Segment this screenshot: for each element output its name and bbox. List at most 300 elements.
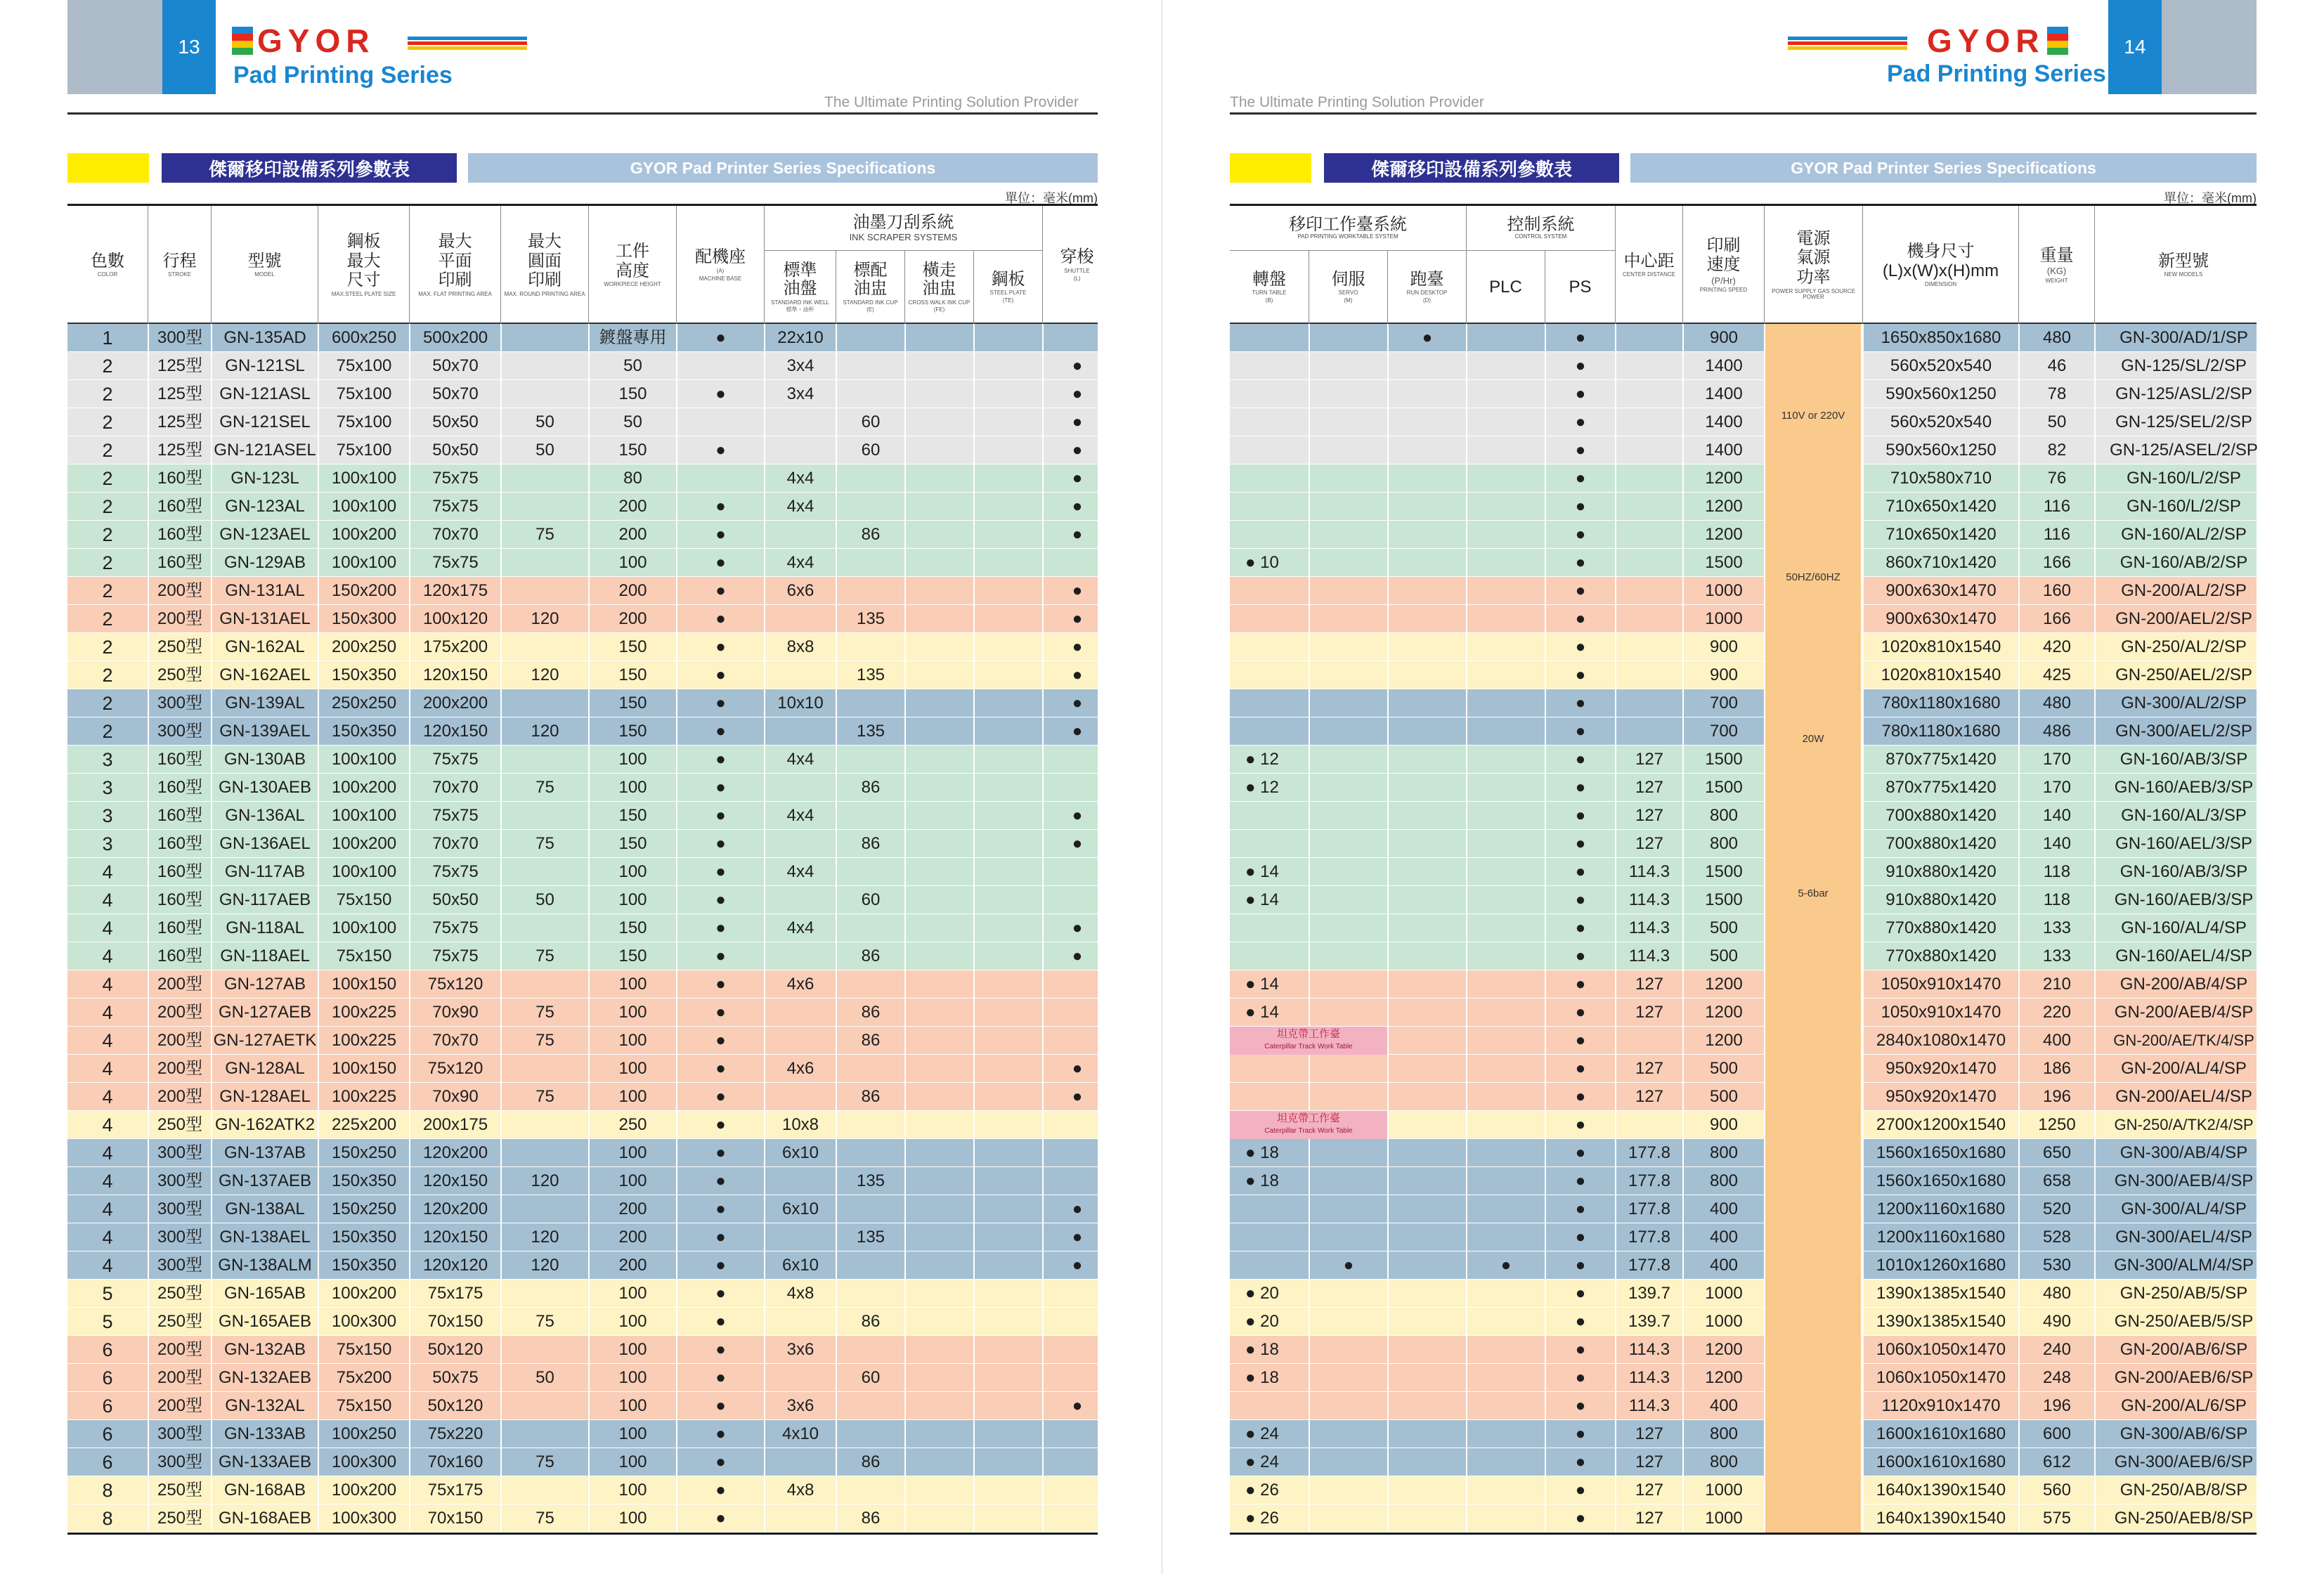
cell-turn: ● 14 bbox=[1245, 890, 1279, 909]
cell-round bbox=[500, 633, 588, 661]
cell-run bbox=[1387, 1392, 1466, 1420]
cell-center: 114.3 bbox=[1615, 942, 1682, 970]
cell-cross bbox=[904, 1476, 973, 1504]
cell-center bbox=[1615, 605, 1682, 633]
cell-shuttle: ● bbox=[1042, 1083, 1111, 1111]
cell-base: ● bbox=[676, 886, 764, 914]
cell-base: ● bbox=[676, 1055, 764, 1083]
cell-std: 6x10 bbox=[764, 1195, 836, 1223]
cell-stroke: 300型 bbox=[148, 1420, 211, 1448]
cell-speed: 1500 bbox=[1682, 549, 1764, 577]
cell-weight: 486 bbox=[2018, 717, 2094, 746]
cell-plate: 100x225 bbox=[318, 999, 409, 1027]
cell-newm: GN-160/AEL/4/SP bbox=[2094, 942, 2272, 970]
cell-model: GN-138ALM bbox=[211, 1251, 318, 1280]
cell-height: 100 bbox=[588, 886, 676, 914]
cell-newm: GN-200/AE/TK/4/SP bbox=[2094, 1027, 2272, 1055]
header-cross-walk-cup-en: CROSS WALK INK CUP bbox=[908, 299, 971, 306]
cell-servo: ● bbox=[1309, 1251, 1387, 1280]
cell-model: GN-133AB bbox=[211, 1420, 318, 1448]
cell-steel bbox=[973, 1448, 1042, 1476]
cell-weight: 480 bbox=[2018, 324, 2094, 352]
cell-run bbox=[1387, 1223, 1466, 1251]
cell-ps: ● bbox=[1545, 521, 1615, 549]
cell-plate: 150x350 bbox=[318, 661, 409, 689]
cell-turn: ● 20 bbox=[1245, 1312, 1279, 1331]
cell-model: GN-137AEB bbox=[211, 1167, 318, 1195]
cell-model: GN-136AEL bbox=[211, 830, 318, 858]
cell-stroke: 160型 bbox=[148, 521, 211, 549]
cell-steel bbox=[973, 1280, 1042, 1308]
table-row bbox=[67, 324, 1098, 352]
cell-round bbox=[500, 324, 588, 352]
cell-cross bbox=[904, 352, 973, 380]
cell-weight: 118 bbox=[2018, 858, 2094, 886]
cell-cross bbox=[904, 661, 973, 689]
cell-shuttle: ● bbox=[1042, 1223, 1111, 1251]
cell-plc bbox=[1466, 914, 1545, 942]
cell-weight: 400 bbox=[2018, 1027, 2094, 1055]
cell-newm: GN-250/AB/5/SP bbox=[2094, 1280, 2272, 1308]
cell-center bbox=[1615, 436, 1682, 464]
cell-shuttle: ● bbox=[1042, 1195, 1111, 1223]
table-row bbox=[1230, 1308, 2257, 1336]
cell-servo bbox=[1309, 942, 1387, 970]
cell-shuttle bbox=[1042, 1476, 1111, 1504]
header-center-distance-en: CENTER DISTANCE bbox=[1623, 271, 1675, 278]
table-row bbox=[67, 1336, 1098, 1364]
cell-steel bbox=[973, 1420, 1042, 1448]
cell-shuttle: ● bbox=[1042, 661, 1111, 689]
cell-plate: 200x250 bbox=[318, 633, 409, 661]
cell-ps: ● bbox=[1545, 1055, 1615, 1083]
cell-dim: 590x560x1250 bbox=[1862, 436, 2018, 464]
cell-turn: ● 18 bbox=[1245, 1368, 1279, 1387]
header-standard-ink-cup-zh-text: 標配 bbox=[853, 260, 888, 280]
cell-cup: 86 bbox=[836, 1027, 904, 1055]
cell-cup bbox=[836, 1195, 904, 1223]
cell-round bbox=[500, 802, 588, 830]
cell-plc bbox=[1466, 802, 1545, 830]
cell-model: GN-132AEB bbox=[211, 1364, 318, 1392]
header-dimension-en: DIMENSION bbox=[1924, 281, 1957, 288]
cell-steel bbox=[973, 352, 1042, 380]
cell-std bbox=[764, 1308, 836, 1336]
cell-speed: 800 bbox=[1682, 1448, 1764, 1476]
cell-std: 4x4 bbox=[764, 858, 836, 886]
cell-model: GN-168AEB bbox=[211, 1504, 318, 1533]
cell-height: 50 bbox=[588, 352, 676, 380]
table-row bbox=[67, 1476, 1098, 1504]
header-shuttle-sub: (L) bbox=[1073, 275, 1081, 282]
cell-center bbox=[1615, 380, 1682, 408]
cell-steel bbox=[973, 605, 1042, 633]
cell-plate: 100x225 bbox=[318, 1027, 409, 1055]
header-weight-zh-text: 重量 bbox=[2039, 245, 2074, 265]
cell-ps: ● bbox=[1545, 1364, 1615, 1392]
cell-plc bbox=[1466, 689, 1545, 717]
header-flat-area-en: MAX. FLAT PRINTING AREA bbox=[418, 290, 492, 297]
cell-cross bbox=[904, 802, 973, 830]
header-flat-area-zh-text: 印刷 bbox=[438, 271, 472, 290]
cell-round bbox=[500, 1476, 588, 1504]
cell-round bbox=[500, 493, 588, 521]
cell-speed: 1400 bbox=[1682, 380, 1764, 408]
cell-shuttle: ● bbox=[1042, 914, 1111, 942]
cell-plc bbox=[1466, 577, 1545, 605]
cell-std: 4x6 bbox=[764, 970, 836, 999]
cell-std: 4x8 bbox=[764, 1280, 836, 1308]
logo-stripes bbox=[408, 37, 527, 52]
cell-plc bbox=[1466, 1111, 1545, 1139]
cell-std bbox=[764, 942, 836, 970]
title-accent bbox=[1230, 153, 1311, 183]
table-row bbox=[67, 942, 1098, 970]
cell-height: 100 bbox=[588, 1504, 676, 1533]
cell-newm: GN-200/AEL/4/SP bbox=[2094, 1083, 2272, 1111]
cell-servo bbox=[1309, 746, 1387, 774]
cell-ps: ● bbox=[1545, 493, 1615, 521]
cell-std bbox=[764, 408, 836, 436]
table-row bbox=[67, 521, 1098, 549]
cell-cross bbox=[904, 1420, 973, 1448]
cell-run bbox=[1387, 521, 1466, 549]
cell-std: 10x8 bbox=[764, 1111, 836, 1139]
cell-plate: 100x100 bbox=[318, 914, 409, 942]
cell-steel bbox=[973, 746, 1042, 774]
cell-ps: ● bbox=[1545, 1111, 1615, 1139]
cell-model: GN-165AEB bbox=[211, 1308, 318, 1336]
table-row bbox=[67, 1195, 1098, 1223]
cell-newm: GN-125/SL/2/SP bbox=[2094, 352, 2272, 380]
cell-speed: 1200 bbox=[1682, 493, 1764, 521]
cell-shuttle: ● bbox=[1042, 493, 1111, 521]
cell-cross bbox=[904, 858, 973, 886]
track-label-en: Caterpillar Track Work Table bbox=[1264, 1127, 1353, 1135]
cell-newm: GN-125/SEL/2/SP bbox=[2094, 408, 2272, 436]
cell-plate: 100x200 bbox=[318, 1476, 409, 1504]
cell-steel bbox=[973, 633, 1042, 661]
cell-stroke: 200型 bbox=[148, 1027, 211, 1055]
cell-stroke: 200型 bbox=[148, 1392, 211, 1420]
cell-plc bbox=[1466, 970, 1545, 999]
cell-std: 22x10 bbox=[764, 324, 836, 352]
cell-speed: 400 bbox=[1682, 1223, 1764, 1251]
cell-colors: 2 bbox=[102, 693, 113, 714]
cell-speed: 800 bbox=[1682, 802, 1764, 830]
table-row bbox=[1230, 464, 2257, 493]
cell-dim: 1390x1385x1540 bbox=[1862, 1308, 2018, 1336]
table-row bbox=[1230, 914, 2257, 942]
cell-base: ● bbox=[676, 1280, 764, 1308]
cell-steel bbox=[973, 858, 1042, 886]
cell-servo bbox=[1309, 1476, 1387, 1504]
cell-servo bbox=[1309, 689, 1387, 717]
header-turn-table-en: TURN TABLE bbox=[1252, 290, 1287, 297]
cell-colors: 2 bbox=[102, 468, 113, 489]
cell-dim: 900x630x1470 bbox=[1862, 605, 2018, 633]
cell-weight: 133 bbox=[2018, 914, 2094, 942]
cell-plc bbox=[1466, 1223, 1545, 1251]
cell-cross bbox=[904, 970, 973, 999]
header-steel-plate-zh-text: 鋼板 bbox=[991, 270, 1025, 289]
cell-speed: 1500 bbox=[1682, 774, 1764, 802]
cell-cup bbox=[836, 689, 904, 717]
cell-cross bbox=[904, 774, 973, 802]
cell-std: 4x4 bbox=[764, 746, 836, 774]
cell-run bbox=[1387, 633, 1466, 661]
cell-cup bbox=[836, 1055, 904, 1083]
cell-round: 75 bbox=[500, 1448, 588, 1476]
cell-center: 177.8 bbox=[1615, 1223, 1682, 1251]
cell-dim: 1390x1385x1540 bbox=[1862, 1280, 2018, 1308]
cell-shuttle bbox=[1042, 1364, 1111, 1392]
cell-run bbox=[1387, 830, 1466, 858]
cell-base: ● bbox=[676, 689, 764, 717]
header-weight-sub: (KG) bbox=[2046, 266, 2067, 277]
cell-plc bbox=[1466, 324, 1545, 352]
cell-plc bbox=[1466, 549, 1545, 577]
cell-shuttle: ● bbox=[1042, 605, 1111, 633]
cell-stroke: 125型 bbox=[148, 408, 211, 436]
cell-ps: ● bbox=[1545, 464, 1615, 493]
cell-flat: 75x75 bbox=[409, 942, 500, 970]
header-flat-area-zh-text: 最大 bbox=[438, 232, 472, 252]
table-row bbox=[1230, 1083, 2257, 1111]
cell-flat: 50x120 bbox=[409, 1392, 500, 1420]
cell-stroke: 250型 bbox=[148, 1280, 211, 1308]
cell-newm: GN-160/AL/3/SP bbox=[2094, 802, 2272, 830]
cell-ps: ● bbox=[1545, 1167, 1615, 1195]
cell-weight: 78 bbox=[2018, 380, 2094, 408]
header-new-models-en: NEW MODELS bbox=[2164, 271, 2203, 278]
table-row bbox=[1230, 1476, 2257, 1504]
cell-cross bbox=[904, 999, 973, 1027]
cell-model: GN-128AEL bbox=[211, 1083, 318, 1111]
cell-std: 6x6 bbox=[764, 577, 836, 605]
cell-flat: 75x75 bbox=[409, 802, 500, 830]
cell-plc bbox=[1466, 380, 1545, 408]
cell-newm: GN-125/ASL/2/SP bbox=[2094, 380, 2272, 408]
cell-shuttle: ● bbox=[1042, 521, 1111, 549]
cell-cup bbox=[836, 746, 904, 774]
cell-steel bbox=[973, 380, 1042, 408]
cell-servo bbox=[1309, 1195, 1387, 1223]
cell-flat: 75x175 bbox=[409, 1280, 500, 1308]
cell-center bbox=[1615, 464, 1682, 493]
cell-dim: 910x880x1420 bbox=[1862, 858, 2018, 886]
cell-height: 150 bbox=[588, 830, 676, 858]
cell-colors: 1 bbox=[102, 327, 113, 349]
right-page bbox=[1162, 0, 2324, 1574]
cell-stroke: 300型 bbox=[148, 1167, 211, 1195]
power-column bbox=[1764, 324, 1862, 1533]
cell-round: 120 bbox=[500, 605, 588, 633]
cell-center: 127 bbox=[1615, 970, 1682, 999]
cell-speed: 1200 bbox=[1682, 1027, 1764, 1055]
cell-round: 120 bbox=[500, 717, 588, 746]
cell-cross bbox=[904, 1364, 973, 1392]
cell-cross bbox=[904, 521, 973, 549]
cell-stroke: 160型 bbox=[148, 830, 211, 858]
cell-steel bbox=[973, 493, 1042, 521]
cell-dim: 710x650x1420 bbox=[1862, 521, 2018, 549]
cell-servo bbox=[1309, 1308, 1387, 1336]
cell-center: 127 bbox=[1615, 1448, 1682, 1476]
cell-turn: ● 26 bbox=[1245, 1509, 1279, 1528]
cell-plate: 100x250 bbox=[318, 1420, 409, 1448]
cell-center bbox=[1615, 549, 1682, 577]
cell-turn bbox=[1230, 1251, 1309, 1280]
cell-ps: ● bbox=[1545, 1308, 1615, 1336]
cell-height: 80 bbox=[588, 464, 676, 493]
cell-model: GN-138AEL bbox=[211, 1223, 318, 1251]
logo-mark-icon bbox=[2047, 27, 2068, 55]
cell-weight: 118 bbox=[2018, 886, 2094, 914]
cell-flat: 70x70 bbox=[409, 1027, 500, 1055]
header-workpiece-height bbox=[588, 206, 676, 324]
cell-speed: 1200 bbox=[1682, 1364, 1764, 1392]
cell-ps: ● bbox=[1545, 408, 1615, 436]
header-standard-ink-well-zh-text: 標準 bbox=[783, 260, 817, 280]
table-row bbox=[1230, 774, 2257, 802]
cell-plate: 100x200 bbox=[318, 830, 409, 858]
header-ink-scraper-group bbox=[764, 206, 1042, 251]
cell-stroke: 300型 bbox=[148, 689, 211, 717]
cell-flat: 500x200 bbox=[409, 324, 500, 352]
cell-dim: 1640x1390x1540 bbox=[1862, 1504, 2018, 1533]
cell-steel bbox=[973, 689, 1042, 717]
cell-weight: 170 bbox=[2018, 774, 2094, 802]
cell-servo bbox=[1309, 1364, 1387, 1392]
cell-steel bbox=[973, 802, 1042, 830]
cell-height: 200 bbox=[588, 1223, 676, 1251]
cell-plate: 100x100 bbox=[318, 464, 409, 493]
cell-weight: 160 bbox=[2018, 577, 2094, 605]
header-power-zh-text: 功率 bbox=[1796, 268, 1831, 287]
cell-plate: 150x250 bbox=[318, 1195, 409, 1223]
header-standard-ink-well bbox=[764, 251, 836, 324]
cell-flat: 75x75 bbox=[409, 464, 500, 493]
cell-cross bbox=[904, 1139, 973, 1167]
cell-cup bbox=[836, 352, 904, 380]
header-dimension-zh-text: (L)x(W)x(H)mm bbox=[1882, 261, 1999, 280]
cell-weight: 528 bbox=[2018, 1223, 2094, 1251]
cell-std: 3x6 bbox=[764, 1392, 836, 1420]
cell-ps: ● bbox=[1545, 802, 1615, 830]
cell-stroke: 300型 bbox=[148, 1223, 211, 1251]
cell-center bbox=[1615, 577, 1682, 605]
cell-round bbox=[500, 914, 588, 942]
cell-stroke: 160型 bbox=[148, 858, 211, 886]
cell-colors: 4 bbox=[102, 1143, 113, 1164]
cell-run bbox=[1387, 661, 1466, 689]
cell-flat: 75x75 bbox=[409, 858, 500, 886]
cell-base: ● bbox=[676, 1420, 764, 1448]
cell-center: 127 bbox=[1615, 999, 1682, 1027]
tagline: The Ultimate Printing Solution Provider bbox=[824, 94, 1079, 110]
cell-ps: ● bbox=[1545, 1251, 1615, 1280]
cell-colors: 4 bbox=[102, 861, 113, 883]
table-row bbox=[1230, 1167, 2257, 1195]
cell-newm: GN-300/AL/4/SP bbox=[2094, 1195, 2272, 1223]
header-dimension-zh bbox=[1883, 242, 1999, 280]
cell-stroke: 300型 bbox=[148, 1139, 211, 1167]
cell-cross bbox=[904, 1055, 973, 1083]
cell-shuttle: ● bbox=[1042, 689, 1111, 717]
header-round-area-zh-text: 最大 bbox=[528, 232, 561, 252]
cell-ps: ● bbox=[1545, 717, 1615, 746]
cell-shuttle: ● bbox=[1042, 1392, 1111, 1420]
cell-cup bbox=[836, 1280, 904, 1308]
cell-round: 50 bbox=[500, 886, 588, 914]
cell-round: 120 bbox=[500, 1167, 588, 1195]
cell-base: ● bbox=[676, 1223, 764, 1251]
cell-weight: 116 bbox=[2018, 521, 2094, 549]
cell-steel bbox=[973, 1139, 1042, 1167]
cell-weight: 560 bbox=[2018, 1476, 2094, 1504]
cell-servo bbox=[1309, 802, 1387, 830]
table-row bbox=[1230, 1336, 2257, 1364]
table-row bbox=[1230, 1139, 2257, 1167]
cell-cross bbox=[904, 464, 973, 493]
brand-name: GYOR bbox=[257, 22, 375, 59]
header-cross-walk-cup-zh bbox=[923, 261, 956, 299]
cell-plc bbox=[1466, 1083, 1545, 1111]
cell-round: 75 bbox=[500, 1504, 588, 1533]
cell-colors: 3 bbox=[102, 749, 113, 770]
cell-model: GN-128AL bbox=[211, 1055, 318, 1083]
header-power bbox=[1764, 206, 1862, 324]
cell-round: 75 bbox=[500, 830, 588, 858]
cell-plc bbox=[1466, 1476, 1545, 1504]
cell-model: GN-121ASEL bbox=[211, 436, 318, 464]
cell-plate: 150x350 bbox=[318, 1167, 409, 1195]
cell-weight: 186 bbox=[2018, 1055, 2094, 1083]
cell-shuttle: ● bbox=[1042, 802, 1111, 830]
table-header-right bbox=[1230, 206, 2257, 324]
table-row bbox=[1230, 717, 2257, 746]
cell-speed: 500 bbox=[1682, 1055, 1764, 1083]
cell-run bbox=[1387, 1195, 1466, 1223]
cell-speed: 1400 bbox=[1682, 436, 1764, 464]
table-row bbox=[67, 886, 1098, 914]
cell-round bbox=[500, 577, 588, 605]
header-band bbox=[2162, 0, 2257, 94]
cell-colors: 4 bbox=[102, 1030, 113, 1051]
header-machine-base-sub: (A) bbox=[716, 268, 725, 274]
cell-base: ● bbox=[676, 577, 764, 605]
cell-cup bbox=[836, 970, 904, 999]
cell-dim: 1650x850x1680 bbox=[1862, 324, 2018, 352]
cell-stroke: 160型 bbox=[148, 746, 211, 774]
cell-center bbox=[1615, 633, 1682, 661]
header-center-distance-zh-text: 中心距 bbox=[1623, 251, 1675, 271]
cell-colors: 2 bbox=[102, 384, 113, 405]
cell-round bbox=[500, 746, 588, 774]
cell-dim: 560x520x540 bbox=[1862, 408, 2018, 436]
table-row bbox=[1230, 521, 2257, 549]
cell-round: 75 bbox=[500, 1027, 588, 1055]
table-row bbox=[67, 661, 1098, 689]
header-printing-speed bbox=[1682, 206, 1764, 324]
cell-center: 127 bbox=[1615, 1504, 1682, 1533]
cell-center: 177.8 bbox=[1615, 1139, 1682, 1167]
cell-dim: 1050x910x1470 bbox=[1862, 999, 2018, 1027]
cell-round bbox=[500, 464, 588, 493]
cell-height: 50 bbox=[588, 408, 676, 436]
power-air: 5-6bar bbox=[1798, 887, 1829, 899]
